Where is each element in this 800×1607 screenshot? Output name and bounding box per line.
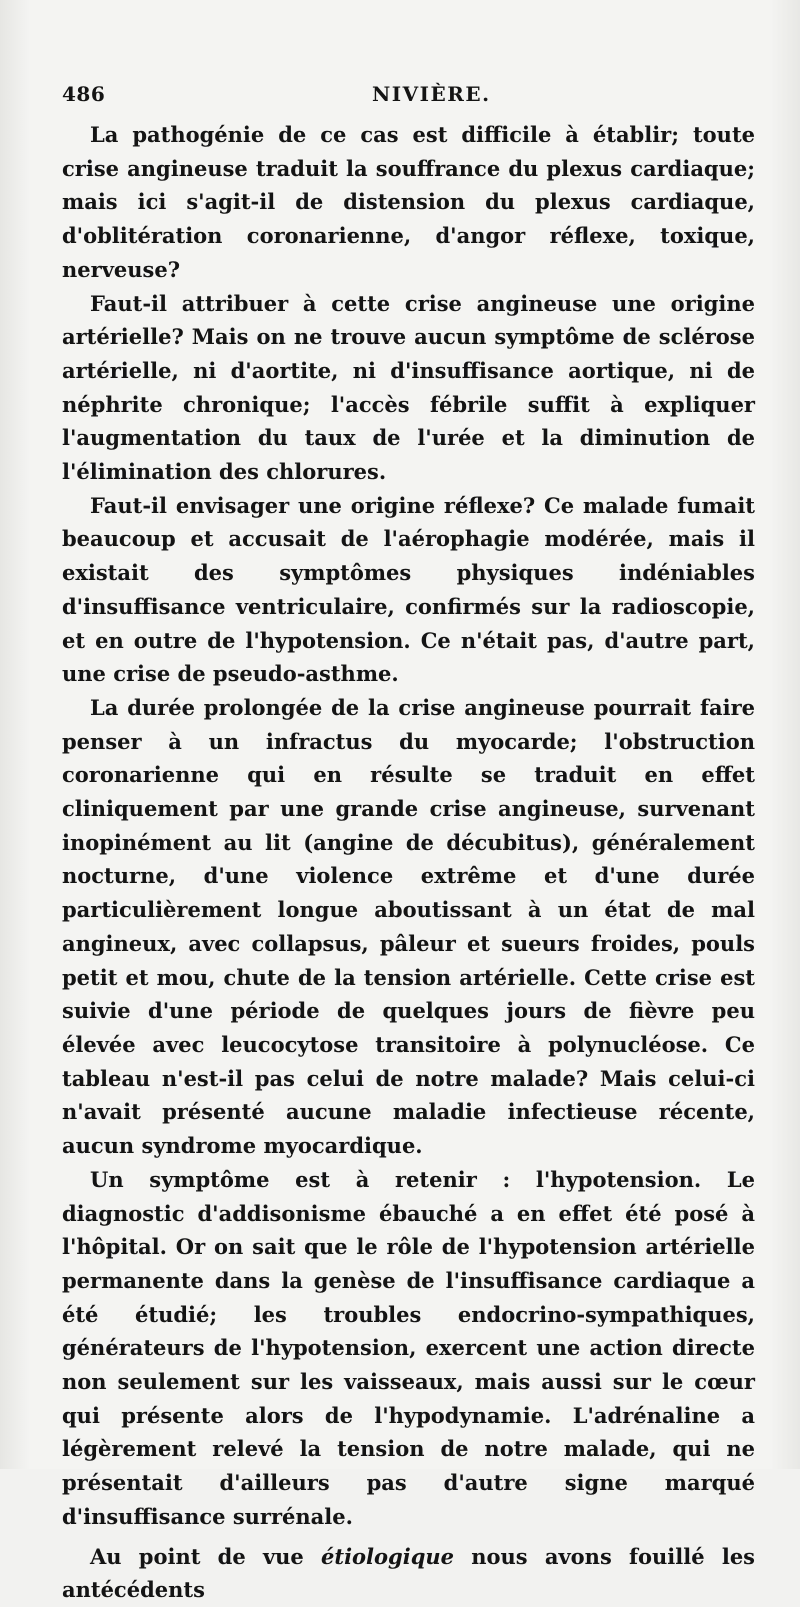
paragraph-origine-reflexe: Faut-il envisager une origine réflexe? Ce malade fumait beaucoup et accusait de l'aérophagie modérée, mais il existait des symptômes physiques indéniables d'insuffisance ventriculaire, confirmés sur la radioscopie, et en outre de l'hypotension. Ce n'était pas, d'autre part, une crise de pseudo-asthme.: [62, 492, 755, 687]
paragraph-etiologie-start: Au point de vue: [90, 1543, 322, 1569]
paragraph-etiologie: [62, 1540, 755, 1607]
page-number: 486: [62, 82, 106, 106]
body-text: [62, 118, 755, 1607]
running-head: NIVIÈRE.: [372, 82, 491, 106]
paragraph-infarctus: La durée prolongée de la crise angineuse pourrait faire penser à un infractus du myocarde; l'obstruction coronarienne qui en résulte se traduit en effet cliniquement par une grande crise angineuse, survenant inopinément au lit (angine de décubitus), généralement nocturne, d'une violence extrême et d'une durée particulièrement longue aboutissant à un état de mal angineux, avec collapsus, pâleur et sueurs froides, pouls petit et mou, chute de la tension artérielle. Cette crise est suivie d'une période de quelques jours de fièvre peu élevée avec leucocytose transitoire à polynucléose. Ce tableau n'est-il pas celui de notre malade? Mais celui-ci n'avait présenté aucune maladie infectieuse récente, aucun syndrome myocardique.: [62, 694, 755, 1159]
paragraph-etiologie-end: nous avons fouillé les antécédents: [62, 1543, 755, 1603]
paragraph-origine-arterielle: Faut-il attribuer à cette crise angineuse une origine artérielle? Mais on ne trouve aucun symptôme de sclérose artérielle, ni d'aortite, ni d'insuffisance aortique, ni de néphrite chronique; l'accès fébrile suffit à expliquer l'augmentation du taux de l'urée et la diminution de l'élimination des chlorures.: [62, 290, 755, 485]
paragraph-hypotension: Un symptôme est à retenir : l'hypotension. Le diagnostic d'addisonisme ébauché a en effet été posé à l'hôpital. Or on sait que le rôle de l'hypotension artérielle permanente dans la genèse de l'insuffisance cardiaque a été étudié; les troubles endocrino-sympathiques, générateurs de l'hypotension, exercent une action directe non seulement sur les vaisseaux, mais aussi sur le cœur qui présente alors de l'hypodynamie. L'adrénaline a légèrement relevé la tension de notre malade, qui ne présentait d'ailleurs pas d'autre signe marqué d'insuffisance surrénale.: [62, 1166, 755, 1529]
emphasis-etiologique: étiologique: [321, 1543, 455, 1569]
paragraph-pathogenie: La pathogénie de ce cas est difficile à établir; toute crise angineuse traduit la souffrance du plexus cardiaque; mais ici s'agit-il de distension du plexus cardiaque, d'oblitération coronarienne, d'angor réflexe, toxique, nerveuse?: [62, 122, 755, 282]
page-header: [62, 82, 762, 114]
